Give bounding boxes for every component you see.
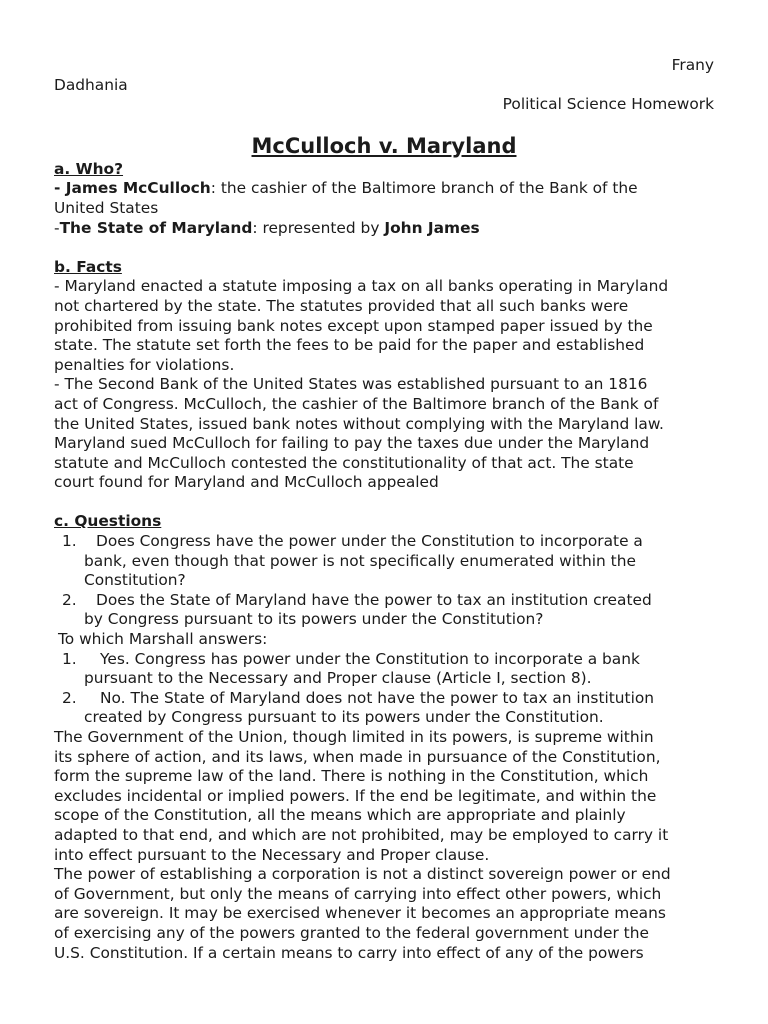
question-1 — [54, 532, 714, 591]
spacer — [54, 238, 714, 258]
document-title: McCulloch v. Maryland — [251, 133, 517, 158]
facts-line: penalties for violations. — [54, 355, 235, 374]
ruling-line: into effect pursuant to the Necessary and Proper clause. — [54, 845, 490, 864]
ruling-line: adapted to that end, and which are not prohibited, may be employed to carry it — [54, 825, 669, 844]
ruling-line: excludes incidental or implied powers. If the end be legitimate, and within the — [54, 786, 657, 805]
spacer — [54, 493, 714, 513]
question-2-number: 2. — [62, 590, 77, 609]
document-page — [54, 56, 714, 963]
facts-line: - The Second Bank of the United States was established pursuant to an 1816 — [54, 375, 648, 394]
ruling-line: U.S. Constitution. If a certain means to carry into effect of any of the powers — [54, 943, 644, 962]
facts-line: the United States, issued bank notes without complying with the Maryland law. — [54, 414, 664, 433]
facts-line: statute and McCulloch contested the constitutionality of that act. The state — [54, 453, 634, 472]
course-name: Political Science Homework — [502, 95, 714, 114]
answer-1 — [54, 650, 714, 689]
ruling-line: scope of the Constitution, all the means which are appropriate and plainly — [54, 806, 626, 825]
party-maryland-desc: : represented by — [252, 218, 385, 237]
ruling-line: The power of establishing a corporation is not a distinct sovereign power or end — [54, 865, 671, 884]
party-maryland-dash: - — [54, 218, 60, 237]
answer-1-number: 1. — [62, 649, 77, 668]
section-facts — [54, 258, 714, 493]
answer-intro: To which Marshall answers: — [58, 630, 268, 649]
author-first-name: Frany — [671, 56, 714, 74]
party-maryland-name: The State of Maryland — [59, 218, 253, 237]
who-heading: a. Who? — [54, 159, 124, 178]
answer-2-text: created by Congress pursuant to its powers under the Constitution. — [84, 708, 604, 727]
question-1-text: Constitution? — [84, 571, 186, 590]
section-questions — [54, 512, 714, 963]
party-mcculloch-desc-cont: United States — [54, 198, 159, 217]
ruling-line: are sovereign. It may be exercised whenever it becomes an appropriate means — [54, 904, 666, 923]
question-2-text: by Congress pursuant to its powers under the Constitution? — [84, 610, 544, 629]
answer-2 — [54, 689, 714, 728]
facts-heading: b. Facts — [54, 257, 122, 276]
answer-2-text: No. The State of Maryland does not have the power to tax an institution — [100, 688, 655, 707]
ruling-line: its sphere of action, and its laws, when made in pursuance of the Constitution, — [54, 747, 661, 766]
question-1-text: bank, even though that power is not specifically enumerated within the — [84, 551, 636, 570]
answer-1-text: Yes. Congress has power under the Constitution to incorporate a bank — [100, 649, 640, 668]
party-maryland — [54, 219, 714, 239]
ruling-line: The Government of the Union, though limited in its powers, is supreme within — [54, 728, 654, 746]
party-mcculloch-name: - James McCulloch — [54, 179, 211, 198]
facts-line: Maryland sued McCulloch for failing to pay the taxes due under the Maryland — [54, 434, 650, 453]
ruling-line: of Government, but only the means of carrying into effect other powers, which — [54, 884, 662, 903]
facts-line: - Maryland enacted a statute imposing a tax on all banks operating in Maryland — [54, 277, 669, 296]
question-2-text: Does the State of Maryland have the power to tax an institution created — [96, 590, 652, 609]
questions-heading: c. Questions — [54, 512, 162, 531]
ruling-line: form the supreme law of the land. There is nothing in the Constitution, which — [54, 767, 649, 786]
party-mcculloch-desc: : the cashier of the Baltimore branch of the Bank of the — [210, 179, 638, 198]
facts-line: state. The statute set forth the fees to be paid for the paper and established — [54, 336, 645, 355]
answer-2-number: 2. — [62, 688, 77, 707]
question-2 — [54, 591, 714, 630]
ruling-body — [54, 728, 714, 963]
section-who — [54, 160, 714, 238]
facts-line: prohibited from issuing bank notes except upon stamped paper issued by the — [54, 316, 653, 335]
facts-line: act of Congress. McCulloch, the cashier of the Baltimore branch of the Bank of — [54, 394, 659, 413]
answer-1-text: pursuant to the Necessary and Proper clause (Article I, section 8). — [84, 669, 592, 688]
party-mcculloch — [54, 179, 714, 199]
document-header — [54, 56, 714, 115]
author-last-name: Dadhania — [54, 75, 128, 94]
party-maryland-representative: John James — [384, 218, 480, 237]
question-1-text: Does Congress have the power under the Constitution to incorporate a — [96, 532, 643, 551]
facts-line: court found for Maryland and McCulloch appealed — [54, 473, 439, 492]
question-1-number: 1. — [62, 532, 77, 551]
facts-line: not chartered by the state. The statutes provided that all such banks were — [54, 296, 629, 315]
ruling-line: of exercising any of the powers granted to the federal government under the — [54, 923, 649, 942]
